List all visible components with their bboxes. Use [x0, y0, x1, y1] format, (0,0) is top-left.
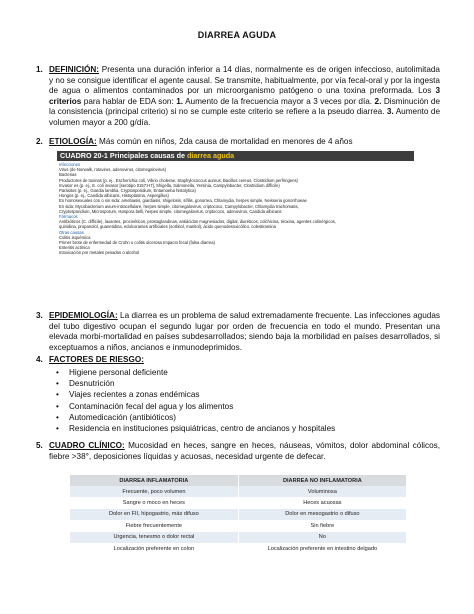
causes-line: Colitis isquémica [59, 234, 91, 240]
risk-factor-item: • Residencia en instituciones psiquiátricas, centro de ancianos y hospitales [50, 423, 430, 434]
causes-line: Parásitos (p. ej., Giardia lamblia, Cryptosporidium, Entamoeba histolytica) [59, 188, 196, 194]
table-cell: Voluminosa [238, 486, 406, 497]
criterion-1-text: Aumento de la frecuencia mayor a 3 veces por día. [183, 96, 375, 106]
causes-line: Antibióticos (C. difficile), laxantes, procinéticos, prostaglandinas, antiácidos magnesiados, digital, diuréticos, colchicina, tiroxina, agentes colinérgicos, [59, 219, 336, 225]
causes-line: quinidina, propanolol, guanetidina, edulcorantes artificiales (sorbitol, manitol), ácido quenodesoxicólico, colestiramina [59, 224, 276, 230]
section-factores [36, 355, 440, 366]
etiologia-text: Más común en niños, 2da causa de mortalidad en menores de 4 años [96, 137, 353, 146]
clinical-comparison-table [70, 475, 407, 554]
causes-line: En homosexuales con o sin sida: amebiasis, giardiasis, shigelosis, sífilis, gonorrea, Chlamydia, herpes simple, Neisseria gonorrhoeae [59, 198, 307, 204]
cuadro-clinico-text: Mucosidad en heces, sangre en heces, náuseas, vómitos, dolor abdominal cólicos, fiebre >38°, deposiciones líquidas y acuosas, necesidad urgente de defecar. [49, 441, 440, 461]
table-row [70, 543, 407, 554]
risk-factor-item: • Viajes recientes a zonas endémicas [50, 389, 430, 400]
column-header-inflamatoria: DIARREA INFLAMATORIA [70, 475, 238, 486]
causes-line: Virus (de Norwalk, rotavirus, adenovirus, citomegalovirus) [59, 167, 166, 173]
causes-table-title-highlight: diarrea aguda [187, 151, 235, 160]
section-heading: DEFINICIÓN: [49, 65, 100, 74]
criterios-label: 3 criterios [49, 86, 440, 106]
causes-line: Bacterias [59, 172, 77, 178]
column-header-no-inflamatoria: DIARREA NO INFLAMATORIA [238, 475, 406, 486]
section-cuadro-clinico [36, 441, 440, 462]
section-epidemiologia [36, 311, 440, 353]
definition-text: Presenta una duración inferior a 14 días, normalmente es de origen infeccioso, autolimitada y no se consigue identificar el agente causal. Se transmite, habitualmente, por vía fecal-oral y por la ingesta de agua o alimentos contaminados por un microorganismo patógeno o una toxina preformada. Los [49, 65, 440, 96]
section-number: 1. [36, 65, 43, 74]
table-cell: Localización preferente en intestino delgado [238, 543, 406, 554]
table-cell: Frecuente, poco volumen [70, 486, 238, 497]
criterion-3-number: 3. [386, 107, 394, 117]
risk-factor-item: • Higiene personal deficiente [50, 367, 430, 378]
table-cell: Localización preferente en colon [70, 543, 238, 554]
causes-table-figure [57, 151, 414, 300]
criterion-3-text: Aumento de volumen mayor a 200 g/día. [49, 107, 440, 127]
causes-category: Fármacos [59, 214, 78, 220]
table-cell: Dolor en mesogastrio o difuso [238, 509, 406, 520]
risk-factor-item: • Automedicación (antibióticos) [50, 412, 430, 423]
causes-line: Primer brote de enfermedad de Crohn o colitis ulcerosa Impacto fecal (falsa diarrea) [59, 240, 215, 246]
risk-factor-list [50, 367, 430, 434]
causes-table-header [57, 151, 414, 161]
risk-factor-item: • Desnutrición [50, 378, 430, 389]
causes-line: Intoxicación por metales pesados o alcohol [59, 250, 140, 256]
causes-line: Invasor es (p. ej., E. coli invasor [serotipo 0157:H7], Shigella, Salmonella, Yersinia, Campylobacter, Clostridium difficile) [59, 182, 280, 188]
section-heading: ETIOLOGÍA: [49, 137, 97, 146]
risk-factor-item: • Contaminación fecal del agua y los alimentos [50, 401, 430, 412]
epidemiologia-text: La diarrea es un problema de salud extremadamente frecuente. Las infecciones agudas del tubo digestivo ocupan el segundo lugar por orden de frecuencia en todo el mundo. Presentan una elevada morbi-mortalidad en países subdesarrollados; siendo baja la morbilidad en países desarrollados, si exceptuamos a niños, ancianos e inmunodeprimidos. [49, 311, 440, 352]
table-cell: No [238, 532, 406, 543]
table-row [70, 497, 407, 508]
causes-category: Otras causas [59, 229, 84, 235]
section-number: 4. [36, 355, 43, 364]
criterios-intro: para hablar de EDA son: [81, 96, 177, 106]
table-row [70, 520, 407, 531]
criterion-2-text: Disminución de la consistencia (principal criterio) si no se cumple este criterio se refiere a la pseudo diarrea. [49, 96, 441, 117]
causes-line: Hongos (p. ej., Candida albicans, Histoplasma, Aspergillus) [59, 193, 169, 199]
table-row [70, 486, 407, 497]
table-cell: Heces acuosas [238, 497, 406, 508]
table-cell: Dolor en FII, hipogastrio, más difuso [70, 509, 238, 520]
section-number: 3. [36, 311, 43, 320]
causes-line: Enteritis actínica [59, 245, 90, 251]
section-heading: EPIDEMIOLOGÍA: [49, 311, 118, 320]
table-row [70, 532, 407, 543]
causes-table-body [57, 161, 414, 256]
table-cell: Sin fiebre [238, 520, 406, 531]
table-header-row [70, 475, 407, 486]
causes-line: Cryptosporidium, Microsporum, Isospora belli, herpes simple, citomegalovirus, criptococo, adenovirus, Candida albicans [59, 208, 282, 214]
section-heading: FACTORES DE RIESGO: [49, 355, 144, 364]
causes-category: Infecciones [59, 162, 81, 167]
section-number: 5. [36, 441, 43, 450]
section-number: 2. [36, 137, 43, 146]
table-cell: Fiebre frecuentemente [70, 520, 238, 531]
criterion-2-number: 2. [374, 96, 382, 106]
page-title: DIARREA AGUDA [197, 30, 277, 40]
section-etiologia [36, 137, 440, 148]
causes-table-title: CUADRO 20-1 Principales causas de [60, 151, 188, 160]
section-heading: CUADRO CLÍNICO: [49, 441, 125, 450]
table-row [70, 509, 407, 520]
section-definicion [36, 65, 440, 129]
causes-line: En sida: Mycobacterium avium-intracellulare, herpes simple, citomegalovirus, criptococo, Campylobacter, Chlamydia trachomatis, [59, 203, 299, 209]
causes-line: Productores de toxinas (p. ej., Escherichia coli, Vibrio cholerae, Staphylococcus aureus, Bacillus cereus, Clostridium perfringens) [59, 177, 298, 183]
criterion-1-number: 1. [176, 96, 184, 106]
table-cell: Sangre o moco en heces [70, 497, 238, 508]
table-cell: Urgencia, tenesmo o dolor rectal [70, 532, 238, 543]
